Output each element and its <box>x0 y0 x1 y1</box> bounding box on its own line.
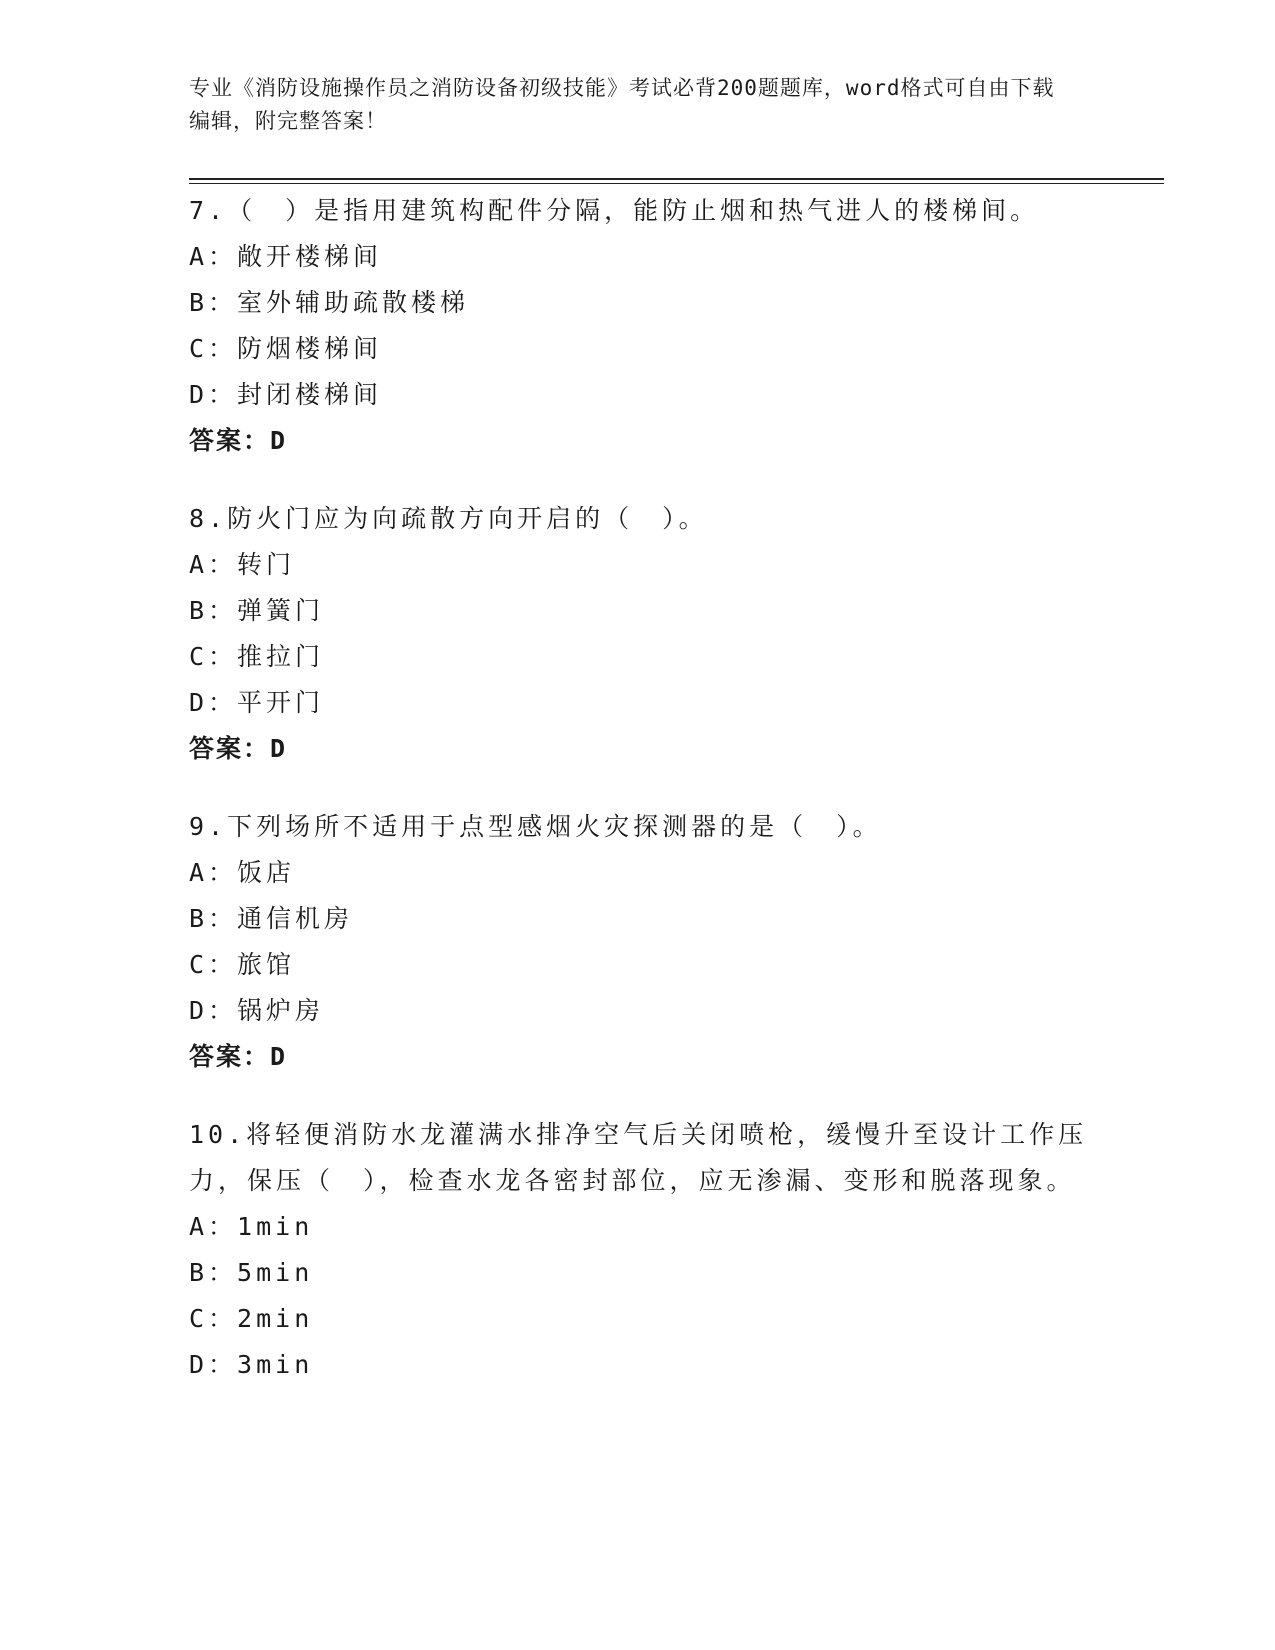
question-10 <box>189 1112 1089 1388</box>
option-d: D：3min <box>189 1350 314 1379</box>
question-8 <box>189 496 1089 772</box>
option-d: D：锅炉房 <box>189 996 325 1025</box>
answer: 答案：D <box>189 734 288 763</box>
option-c: C：旅馆 <box>189 950 296 979</box>
option-c: C：推拉门 <box>189 642 325 671</box>
option-b: B：通信机房 <box>189 904 354 933</box>
option-b: B：5min <box>189 1258 314 1287</box>
question-stem: 7.（ ）是指用建筑构配件分隔，能防止烟和热气进人的楼梯间。 <box>189 196 1040 225</box>
option-c: C：2min <box>189 1304 314 1333</box>
option-a: A：饭店 <box>189 858 296 887</box>
question-stem: 8.防火门应为向疏散方向开启的（ ）。 <box>189 504 708 533</box>
answer: 答案：D <box>189 1042 288 1071</box>
question-stem: 9.下列场所不适用于点型感烟火灾探测器的是（ ）。 <box>189 812 882 841</box>
question-list <box>189 188 1089 1420</box>
header-divider-thick <box>189 178 1164 180</box>
question-7 <box>189 188 1089 464</box>
question-stem: 10.将轻便消防水龙灌满水排净空气后关闭喷枪，缓慢升至设计工作压力，保压（ ），检查水龙各密封部位，应无渗漏、变形和脱落现象。 <box>189 1120 1088 1195</box>
option-a: A：转门 <box>189 550 296 579</box>
option-d: D：封闭楼梯间 <box>189 380 383 409</box>
option-c: C：防烟楼梯间 <box>189 334 383 363</box>
option-a: A：1min <box>189 1212 314 1241</box>
header-title: 专业《消防设施操作员之消防设备初级技能》考试必背200题题库，word格式可自由下载编辑，附完整答案！ <box>189 76 1055 133</box>
option-d: D：平开门 <box>189 688 325 717</box>
option-a: A：敞开楼梯间 <box>189 242 383 271</box>
header-divider-thin <box>189 183 1164 184</box>
question-9 <box>189 804 1089 1080</box>
document-header <box>189 72 1069 138</box>
option-b: B：弹簧门 <box>189 596 325 625</box>
option-b: B：室外辅助疏散楼梯 <box>189 288 470 317</box>
answer: 答案：D <box>189 426 288 455</box>
